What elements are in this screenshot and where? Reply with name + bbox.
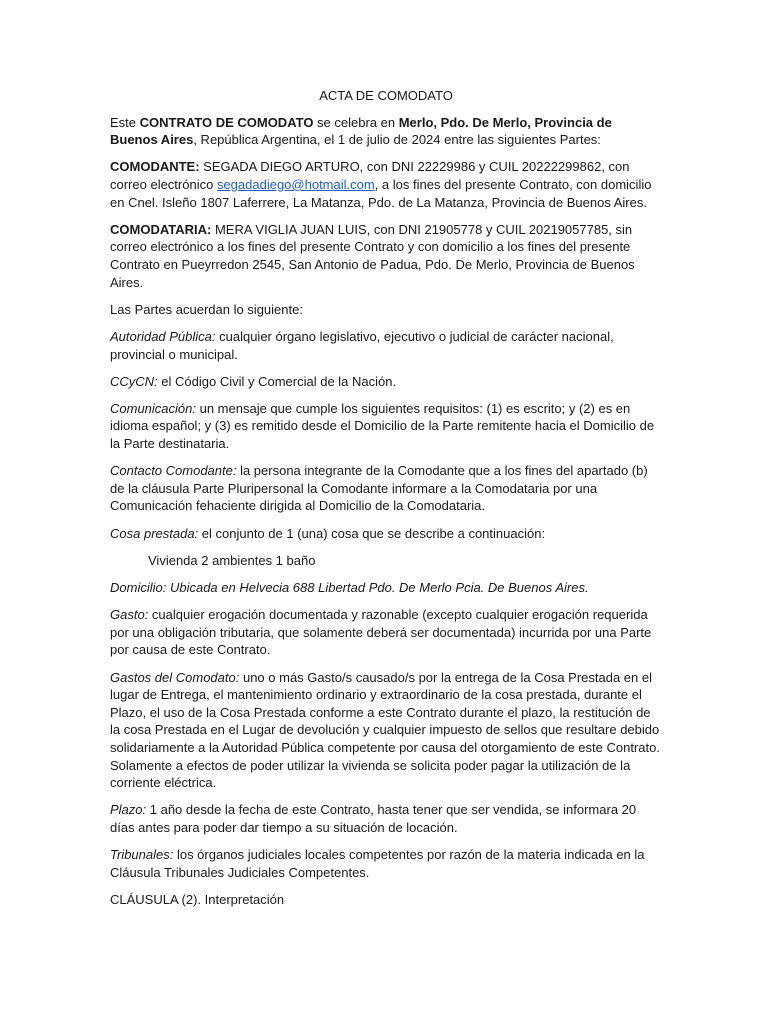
definition-paragraph — [110, 801, 662, 836]
definition-paragraph — [110, 525, 662, 543]
definition-text: el Código Civil y Comercial de la Nación. — [157, 373, 397, 389]
comodataria-label: COMODATARIA: — [110, 221, 212, 237]
definition-paragraph — [110, 846, 662, 881]
document-page — [110, 87, 662, 918]
contract-location: Merlo, Pdo. De Merlo, Provincia de Buenos Aires — [110, 114, 612, 148]
definition-paragraph — [110, 606, 662, 659]
document-title: ACTA DE COMODATO — [319, 88, 453, 103]
definition-term: Tribunales: — [110, 847, 174, 863]
domicilio-paragraph: Domicilio: Ubicada en Helvecia 688 Libertad Pdo. De Merlo Pcia. De Buenos Aires. — [110, 580, 589, 595]
intro-text: , República Argentina, el 1 de julio de 2024 entre las siguientes Partes: — [193, 132, 601, 148]
intro-text: se celebra en — [313, 114, 399, 130]
intro-paragraph — [110, 114, 662, 149]
comodante-text: SEGADA DIEGO ARTURO, con DNI 22229986 y CUIL 20222299862, con correo electrónico — [110, 159, 630, 192]
definition-text: uno o más Gasto/s causado/s por la entrega de la Cosa Prestada en el lugar de Entrega, el mantenimiento ordinario y extraordinario de la cosa prestada, durante el Plazo, el uso de la Cosa Prestada conforme a este Contrato durante el plazo, la restitución de la cosa Prestada en el Lugar de devolución y cualquier impuesto de sellos que resultare debido solidariamente a la Autoridad Pública competente por causa del otorgamiento de este Contrato. Solamente a efectos de poder utilizar la vivienda se solicita poder pagar la utilización de la corriente eléctrica. — [110, 669, 660, 791]
comodante-text: , a los fines del presente Contrato, con domicilio en Cnel. Isleño 1807 Laferrere, La Matanza, Pdo. de La Matanza, Provincia de Buenos Aires. — [110, 176, 652, 210]
definition-text: la persona integrante de la Comodante que a los fines del apartado (b) de la cláusula Parte Pluripersonal la Comodante informare a la Comodataria por una Comunicación fehaciente dirigida al Domicilio de la Comodataria. — [110, 463, 648, 514]
definition-text: los órganos judiciales locales competentes por razón de la materia indicada en la Cláusula Tribunales Judiciales Competentes. — [110, 847, 645, 880]
agreement-paragraph: Las Partes acuerdan lo siguiente: — [110, 301, 303, 317]
definition-paragraph — [110, 400, 662, 453]
definition-paragraph — [110, 669, 662, 792]
comodataria-text: MERA VIGLIA JUAN LUIS, con DNI 21905778 y CUIL 20219057785, sin correo electrónico a los fines del presente Contrato y con domicilio a los fines del presente Contrato en Pueyrredon 2545, San Antonio de Padua, Pdo. De Merlo, Provincia de Buenos Aires. — [110, 221, 635, 290]
definition-term: Plazo: — [110, 802, 147, 818]
definition-term: Comunicación: — [110, 400, 196, 416]
definition-term: Contacto Comodante: — [110, 463, 237, 479]
contract-type: CONTRATO DE COMODATO — [139, 114, 314, 130]
email-link[interactable]: segadadiego@hotmail.com — [216, 176, 375, 192]
definition-term: CCyCN: — [110, 373, 158, 389]
definition-paragraph — [110, 462, 662, 515]
definition-term: Cosa prestada: — [110, 525, 199, 541]
definition-term: Autoridad Pública: — [110, 328, 216, 344]
comodante-paragraph — [110, 158, 662, 211]
definition-paragraph — [110, 328, 662, 363]
definition-paragraph — [110, 373, 662, 391]
definition-text: el conjunto de 1 (una) cosa que se describe a continuación: — [198, 525, 546, 541]
definition-text: cualquier erogación documentada y razonable (excepto cualquier erogación requerida por una obligación tributaria, que solamente deberá ser documentada) incurrida por una Parte por causa de este Contrato. — [110, 607, 652, 658]
definition-text: cualquier órgano legislativo, ejecutivo o judicial de carácter nacional, provincial o municipal. — [110, 328, 614, 362]
definition-text: un mensaje que cumple los siguientes requisitos: (1) es escrito; y (2) es en idioma español; y (3) es remitido desde el Domicilio de la Parte remitente hacia el Domicilio de la Parte destinataria. — [110, 400, 655, 452]
item-description: Vivienda 2 ambientes 1 baño — [148, 552, 316, 568]
definition-term: Gastos del Comodato: — [110, 669, 240, 685]
comodante-label: COMODANTE: — [110, 159, 200, 175]
comodataria-paragraph — [110, 221, 662, 291]
definition-term: Gasto: — [110, 607, 149, 623]
clause-heading: CLÁUSULA (2). Interpretación — [110, 891, 285, 907]
definition-text: 1 año desde la fecha de este Contrato, hasta tener que ser vendida, se informara 20 días antes para poder dar tiempo a su situación de locación. — [110, 802, 637, 835]
intro-text: Este — [110, 114, 140, 130]
